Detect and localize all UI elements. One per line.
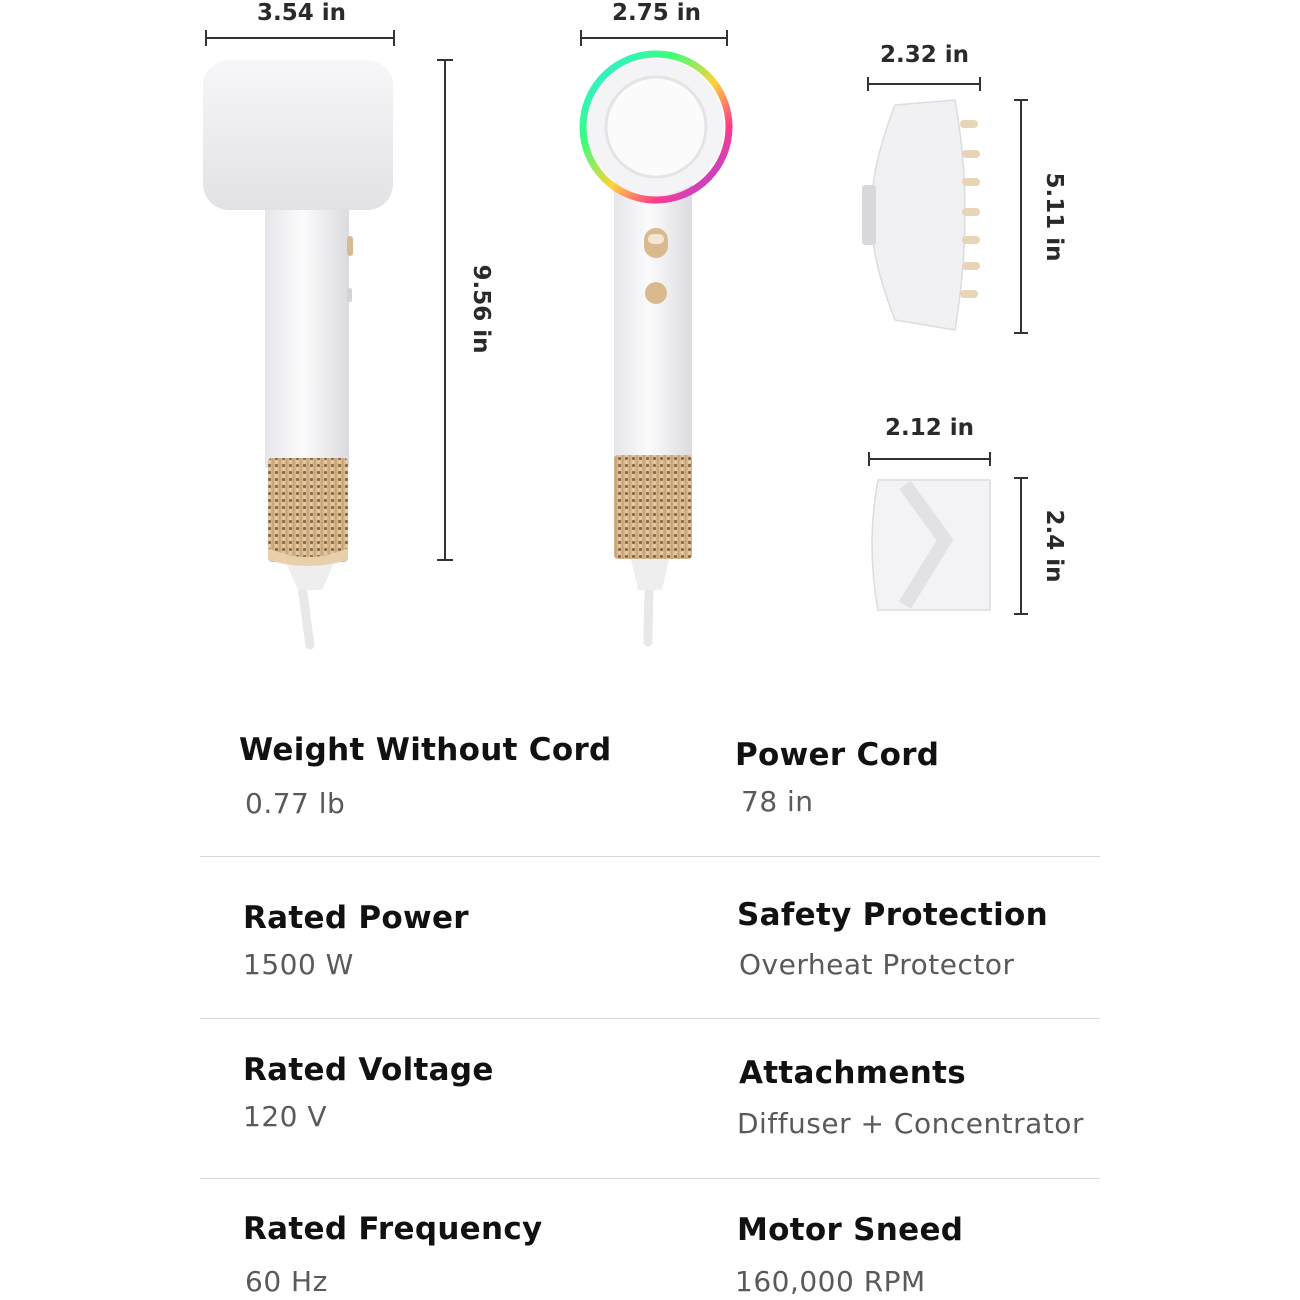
spec-title: Attachments — [739, 1055, 966, 1091]
concentrator-attachment — [872, 480, 990, 610]
spec-title: Rated Voltage — [243, 1052, 494, 1088]
dim-label-dryer-side-width: 3.54 in — [257, 0, 347, 26]
spec-value: Diffuser + Concentrator — [737, 1107, 1084, 1140]
spec-divider — [200, 1178, 1100, 1179]
dim-line-dryer-front-width — [581, 30, 727, 46]
spec-value: 120 V — [243, 1100, 327, 1133]
spec-title: Rated Frequency — [243, 1211, 543, 1247]
spec-value: 78 in — [741, 785, 814, 818]
dim-line-concentrator-width — [869, 452, 990, 466]
dim-line-dryer-height — [437, 60, 453, 560]
spec-title: Rated Power — [243, 900, 469, 936]
dim-label-diffuser-height: 5.11 in — [1041, 172, 1067, 262]
dim-line-concentrator-height — [1014, 478, 1028, 614]
spec-value: 0.77 lb — [245, 787, 346, 820]
spec-title: Motor Sneed — [737, 1212, 964, 1248]
spec-title: Safety Protection — [737, 897, 1049, 933]
spec-value: 160,000 RPM — [735, 1265, 926, 1298]
front-button-lower — [645, 282, 667, 304]
dim-line-dryer-side-width — [206, 30, 394, 46]
dim-line-diffuser-height — [1014, 100, 1028, 333]
hair-dryer-front-view — [583, 54, 729, 642]
dim-line-diffuser-width — [868, 77, 980, 91]
dim-label-diffuser-width: 2.32 in — [880, 42, 970, 68]
diffuser-attachment — [862, 100, 980, 330]
dim-label-concentrator-height: 2.4 in — [1041, 509, 1067, 583]
spec-divider — [200, 856, 1100, 857]
dim-label-dryer-front-width: 2.75 in — [612, 0, 702, 26]
hair-dryer-side-view — [203, 60, 393, 645]
spec-title: Power Cord — [735, 737, 940, 773]
spec-divider — [200, 1018, 1100, 1019]
spec-value: Overheat Protector — [739, 948, 1015, 981]
dim-label-concentrator-width: 2.12 in — [885, 415, 975, 441]
dim-label-dryer-height: 9.56 in — [468, 264, 494, 354]
spec-value: 1500 W — [243, 948, 354, 981]
spec-title: Weight Without Cord — [239, 732, 612, 768]
spec-value: 60 Hz — [245, 1265, 328, 1298]
